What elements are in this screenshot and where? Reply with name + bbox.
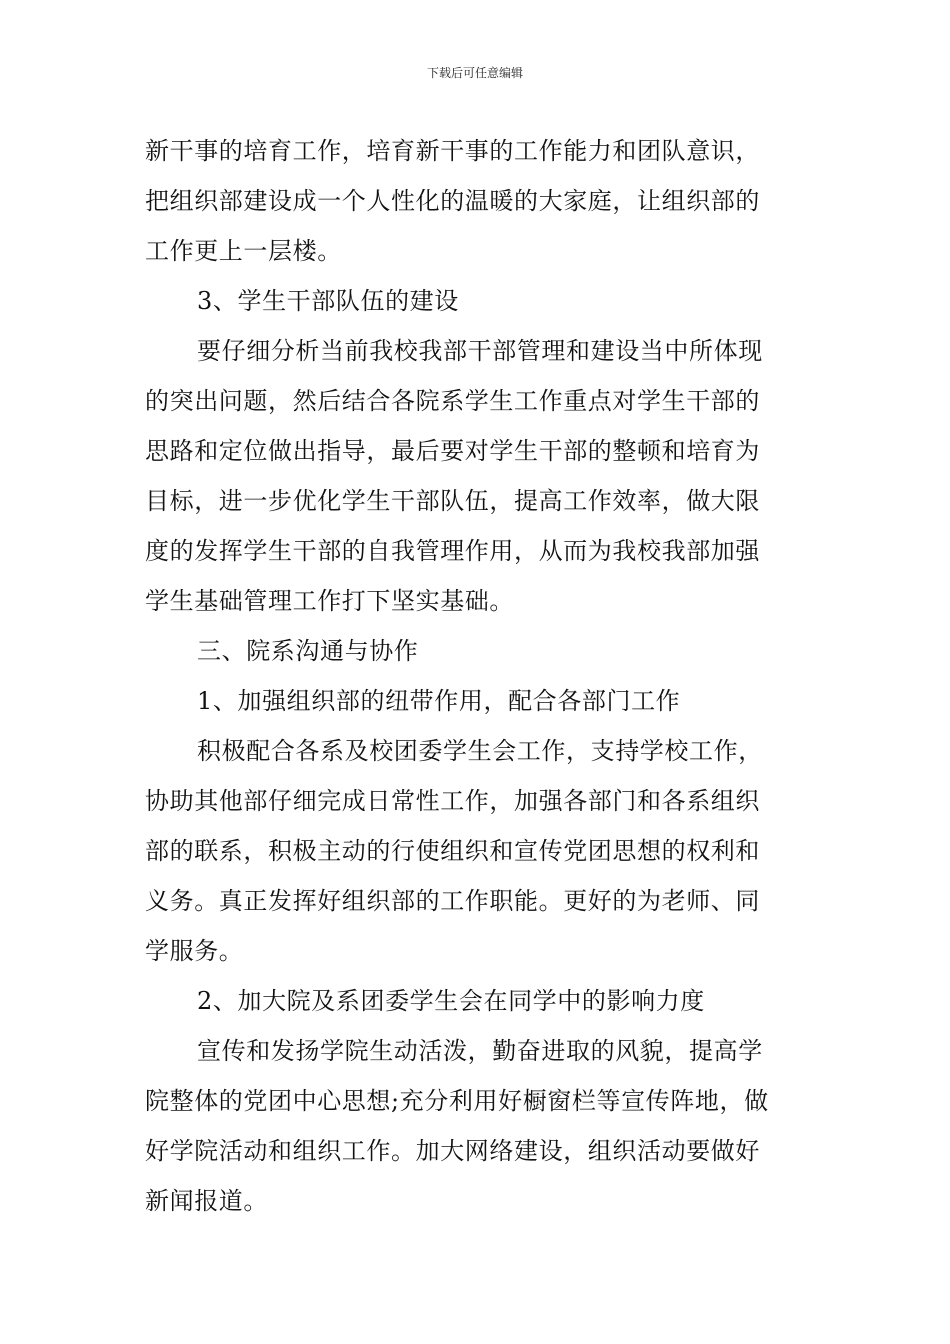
page-header-note: 下载后可任意编辑: [426, 66, 523, 80]
document-body: [145, 126, 810, 1226]
section-heading: 1、加强组织部的纽带作用，配合各部门工作: [197, 687, 681, 715]
text-line: 把组织部建设成一个人性化的温暖的大家庭，让组织部的: [145, 187, 760, 215]
section-heading: 2、加大院及系团委学生会在同学中的影响力度: [197, 987, 705, 1015]
text-line: 部的联系，积极主动的行使组织和宣传党团思想的权利和: [145, 837, 760, 865]
text-line: 学服务。: [145, 937, 244, 965]
text-line: 度的发挥学生干部的自我管理作用，从而为我校我部加强: [145, 537, 760, 565]
text-line: 宣传和发扬学院生动活泼，勤奋进取的风貌，提高学: [197, 1037, 763, 1065]
text-line: 协助其他部仔细完成日常性工作，加强各部门和各系组织: [145, 787, 760, 815]
text-line: 要仔细分析当前我校我部干部管理和建设当中所体现: [197, 337, 763, 365]
text-line: 院整体的党团中心思想;充分利用好橱窗栏等宣传阵地，做: [145, 1087, 769, 1115]
text-line: 的突出问题，然后结合各院系学生工作重点对学生干部的: [145, 387, 760, 415]
text-line: 目标，进一步优化学生干部队伍，提高工作效率，做大限: [145, 487, 760, 515]
text-line: 积极配合各系及校团委学生会工作，支持学校工作，: [197, 737, 763, 765]
text-line: 好学院活动和组织工作。加大网络建设，组织活动要做好: [145, 1137, 760, 1165]
text-line: 工作更上一层楼。: [145, 237, 342, 265]
text-line: 义务。真正发挥好组织部的工作职能。更好的为老师、同: [145, 887, 760, 915]
text-line: 学生基础管理工作打下坚实基础。: [145, 587, 514, 615]
section-heading: 3、学生干部队伍的建设: [197, 287, 459, 315]
text-line: 新干事的培育工作，培育新干事的工作能力和团队意识，: [145, 137, 760, 165]
section-heading: 三、院系沟通与协作: [197, 637, 419, 665]
text-line: 思路和定位做出指导，最后要对学生干部的整顿和培育为: [145, 437, 760, 465]
text-line: 新闻报道。: [145, 1187, 268, 1215]
